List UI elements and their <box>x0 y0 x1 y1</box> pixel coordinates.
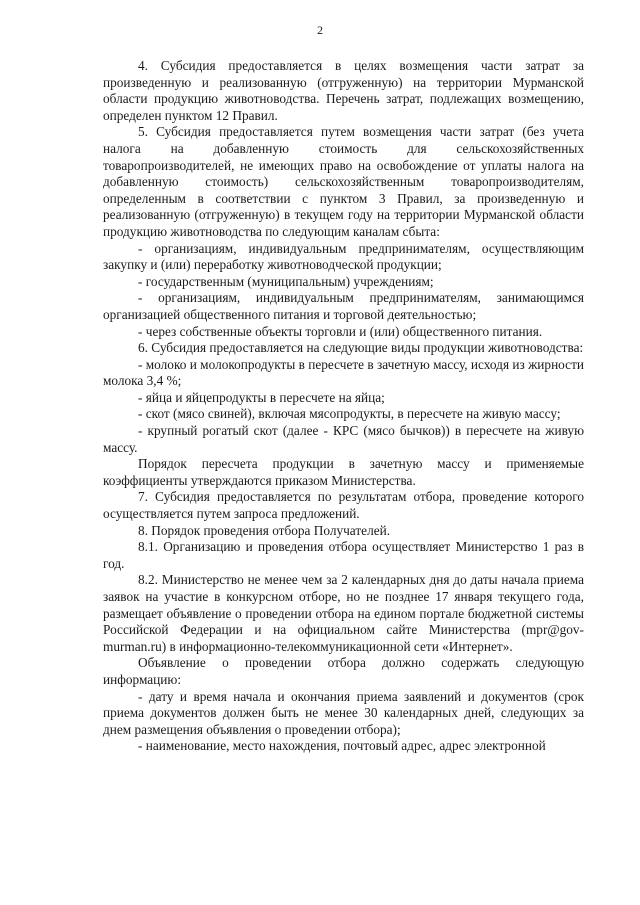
paragraph-8-2: 8.2. Министерство не менее чем за 2 календарных дня до даты начала приема заявок на участие в конкурсном отборе, но не позднее 17 января текущего года, размещает объявление о проведении отбора на едином портале бюджетной системы Российской Федерации и на официальном сайте Министерства (mpr@gov-murman.ru) в информационно-телекоммуникационной сети «Интернет». <box>103 572 584 654</box>
announcement-item: - наименование, место нахождения, почтовый адрес, адрес электронной <box>138 738 546 754</box>
paragraph-6: 6. Субсидия предоставляется на следующие виды продукции животноводства: <box>138 340 584 356</box>
paragraph-7: 7. Субсидия предоставляется по результатам отбора, проведение которого осуществляется путем запроса предложений. <box>103 489 584 522</box>
recalculation-paragraph: Порядок пересчета продукции в зачетную массу и применяемые коэффициенты утверждаются приказом Министерства. <box>103 456 584 488</box>
product-type-item: - крупный рогатый скот (далее - КРС (мясо бычков)) в пересчете на живую массу. <box>103 423 584 455</box>
paragraph-5: 5. Субсидия предоставляется путем возмещения части затрат (без учета налога на добавленную стоимость для сельскохозяйственных товаропроизводителей, не имеющих право на освобождение от уплаты налога на добавленную стоимость) сельскохозяйственным товаропроизводителям, определенным в соответствии с пунктом 3 Правил, за произведенную и реализованную (отгруженную) в текущем году на территории Мурманской области продукцию животноводства по следующим каналам сбыта: <box>103 124 584 239</box>
paragraph-8-1: 8.1. Организацию и проведения отбора осуществляет Министерство 1 раз в год. <box>103 539 584 571</box>
sales-channel-item: - через собственные объекты торговли и (или) общественного питания. <box>138 323 543 339</box>
sales-channel-item: - организациям, индивидуальным предпринимателям, занимающимся организацией общественного питания и торговой деятельностью; <box>103 290 584 322</box>
announcement-paragraph: Объявление о проведении отбора должно содержать следующую информацию: <box>103 655 584 687</box>
product-type-item: - яйца и яйцепродукты в пересчете на яйца; <box>138 389 385 405</box>
sales-channel-item: - организациям, индивидуальным предпринимателям, осуществляющим закупку и (или) переработку животноводческой продукции; <box>103 240 584 273</box>
product-type-item: - скот (мясо свиней), включая мясопродукты, в пересчете на живую массу; <box>138 406 561 422</box>
page-number: 2 <box>317 23 323 37</box>
paragraph-8: 8. Порядок проведения отбора Получателей. <box>138 522 391 538</box>
announcement-item: - дату и время начала и окончания приема заявлений и документов (срок приема документов должен быть не менее 30 календарных дней, следующих за днем размещения объявления о проведении отбора); <box>103 688 584 737</box>
sales-channel-item: - государственным (муниципальным) учреждениям; <box>138 273 434 289</box>
paragraph-4: 4. Субсидия предоставляется в целях возмещения части затрат за произведенную и реализованную (отгруженную) на территории Мурманской области продукцию животноводства. Перечень затрат, подлежащих возмещению, определен пунктом 12 Правил. <box>103 58 584 123</box>
document-body <box>103 58 584 755</box>
product-type-item: - молоко и молокопродукты в пересчете в зачетную массу, исходя из жирности молока 3,4 %; <box>103 356 584 389</box>
